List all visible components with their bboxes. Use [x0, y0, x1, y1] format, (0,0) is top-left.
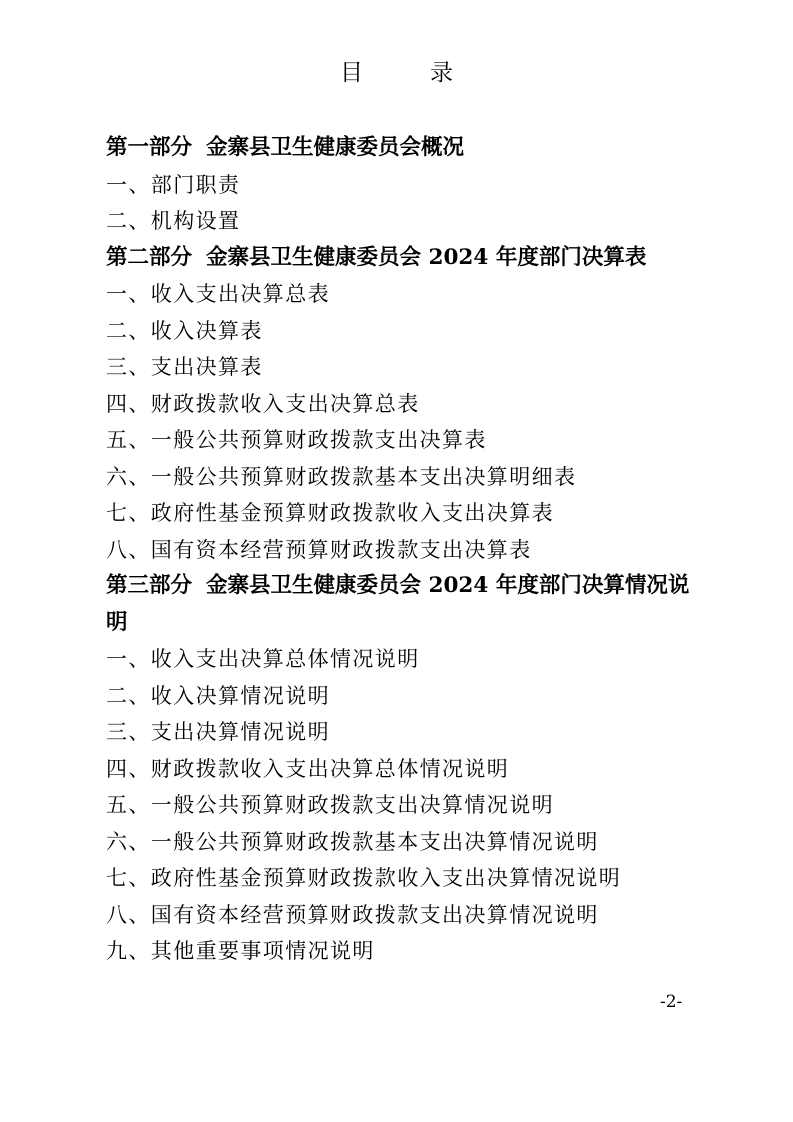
part-title: 金寨县卫生健康委员会 2024 年度部门决算情况说明 [106, 573, 690, 635]
part-heading-1 [106, 130, 706, 167]
toc-item: 一、部门职责 [106, 172, 241, 197]
toc-item: 二、收入决算表 [106, 318, 263, 343]
toc-item: 六、一般公共预算财政拨款基本支出决算情况说明 [106, 829, 599, 854]
toc-item: 三、支出决算情况说明 [106, 720, 330, 744]
part-heading-3 [106, 568, 706, 641]
table-of-contents [106, 130, 706, 970]
toc-item: 二、机构设置 [106, 209, 241, 233]
page-title: 目 录 [340, 60, 475, 86]
toc-item: 五、一般公共预算财政拨款支出决算表 [106, 428, 487, 452]
toc-item: 四、财政拨款收入支出决算总表 [106, 391, 420, 416]
part-heading-2 [106, 240, 706, 277]
toc-item: 二、收入决算情况说明 [106, 683, 330, 708]
toc-item: 七、政府性基金预算财政拨款收入支出决算表 [106, 501, 554, 525]
toc-item: 四、财政拨款收入支出决算总体情况说明 [106, 756, 510, 781]
toc-item: 七、政府性基金预算财政拨款收入支出决算情况说明 [106, 866, 622, 890]
toc-item: 八、国有资本经营预算财政拨款支出决算表 [106, 537, 532, 562]
toc-item: 六、一般公共预算财政拨款基本支出决算明细表 [106, 464, 577, 489]
toc-item: 九、其他重要事项情况说明 [106, 939, 375, 963]
toc-item: 五、一般公共预算财政拨款支出决算情况说明 [106, 793, 554, 817]
toc-item: 三、支出决算表 [106, 355, 263, 379]
page-number: -2- [660, 992, 683, 1012]
part-prefix: 第一部分 [106, 135, 193, 160]
part-prefix: 第三部分 [106, 573, 193, 598]
part-title: 金寨县卫生健康委员会概况 [206, 135, 465, 160]
part-prefix: 第二部分 [106, 244, 193, 270]
part-title: 金寨县卫生健康委员会 2024 年度部门决算表 [206, 244, 647, 270]
toc-item: 八、国有资本经营预算财政拨款支出决算情况说明 [106, 902, 599, 927]
toc-item: 一、收入支出决算总体情况说明 [106, 647, 420, 671]
toc-item: 一、收入支出决算总表 [106, 282, 330, 306]
